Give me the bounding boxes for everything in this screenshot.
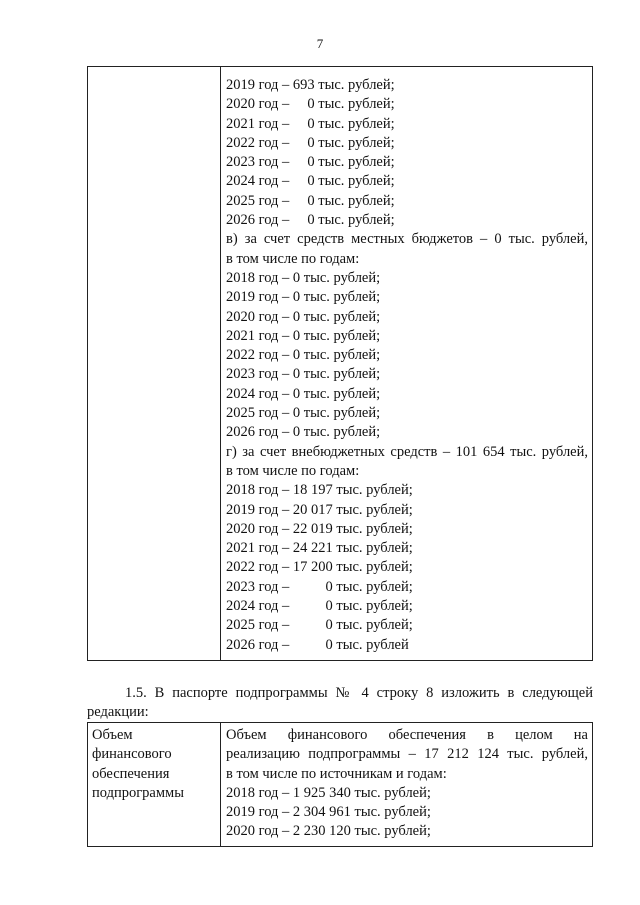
text-line: в том числе по годам: [226, 250, 360, 267]
text-line: в том числе по годам: [226, 462, 360, 479]
year-amount-line: 2024 год – 0 тыс. рублей; [226, 173, 395, 190]
table-label-cell [88, 67, 221, 660]
financing-table-continuation [87, 66, 593, 661]
year-amount-line: 2019 год – 20 017 тыс. рублей; [226, 501, 413, 518]
text-line: реализацию подпрограммы – 17 212 124 тыс. рублей, [226, 746, 588, 763]
year-amount-line: 2026 год – 0 тыс. рублей; [226, 212, 395, 229]
amendment-line-2: редакции: [87, 704, 149, 721]
year-amount-line: 2024 год – 0 тыс. рублей; [226, 385, 381, 402]
label-line: финансового [92, 746, 172, 763]
table-value-cell [221, 67, 592, 660]
year-amount-line: 2018 год – 18 197 тыс. рублей; [226, 482, 413, 499]
text-line: в том числе по источникам и годам: [226, 765, 447, 782]
year-amount-line: 2025 год – 0 тыс. рублей; [226, 192, 395, 209]
amendment-paragraph [87, 684, 593, 723]
year-amount-line: 2024 год – 0 тыс. рублей; [226, 598, 413, 615]
table-label-cell [88, 723, 221, 846]
year-amount-line: 2020 год – 22 019 тыс. рублей; [226, 520, 413, 537]
year-amount-line: 2023 год – 0 тыс. рублей; [226, 366, 381, 383]
amendment-line-1: 1.5. В паспорте подпрограммы № 4 строку 8 изложить в следующей [125, 685, 593, 701]
year-amount-line: 2019 год – 2 304 961 тыс. рублей; [226, 804, 431, 821]
label-line: Объем [92, 727, 133, 743]
year-amount-line: 2019 год – 0 тыс. рублей; [226, 289, 381, 306]
year-amount-line: 2021 год – 0 тыс. рублей; [226, 115, 395, 132]
year-amount-line: 2018 год – 0 тыс. рублей; [226, 269, 381, 286]
year-amount-line: 2023 год – 0 тыс. рублей; [226, 578, 413, 595]
year-amount-line: 2021 год – 0 тыс. рублей; [226, 327, 381, 344]
text-line: в) за счет средств местных бюджетов – 0 тыс. рублей, [226, 231, 588, 248]
page-number: 7 [316, 36, 324, 51]
year-amount-line: 2025 год – 0 тыс. рублей; [226, 617, 413, 634]
year-amount-line: 2020 год – 0 тыс. рублей; [226, 308, 381, 325]
year-amount-line: 2022 год – 0 тыс. рублей; [226, 347, 381, 364]
year-amount-line: 2022 год – 0 тыс. рублей; [226, 134, 395, 151]
year-amount-line: 2026 год – 0 тыс. рублей [226, 636, 409, 653]
year-amount-line: 2023 год – 0 тыс. рублей; [226, 154, 395, 171]
year-amount-line: 2019 год – 693 тыс. рублей; [226, 77, 395, 93]
year-amount-line: 2020 год – 2 230 120 тыс. рублей; [226, 823, 431, 840]
label-line: подпрограммы [92, 784, 184, 801]
text-line: г) за счет внебюджетных средств – 101 654 тыс. рублей, [226, 443, 588, 460]
table-value-cell [221, 723, 592, 846]
year-amount-line: 2018 год – 1 925 340 тыс. рублей; [226, 784, 431, 801]
subprogram-financing-table [87, 722, 593, 847]
text-line: Объем финансового обеспечения в целом на [226, 727, 588, 743]
label-line: обеспечения [92, 765, 170, 782]
year-amount-line: 2021 год – 24 221 тыс. рублей; [226, 540, 413, 557]
year-amount-line: 2022 год – 17 200 тыс. рублей; [226, 559, 413, 576]
year-amount-line: 2020 год – 0 тыс. рублей; [226, 96, 395, 113]
year-amount-line: 2025 год – 0 тыс. рублей; [226, 405, 381, 422]
year-amount-line: 2026 год – 0 тыс. рублей; [226, 424, 381, 441]
